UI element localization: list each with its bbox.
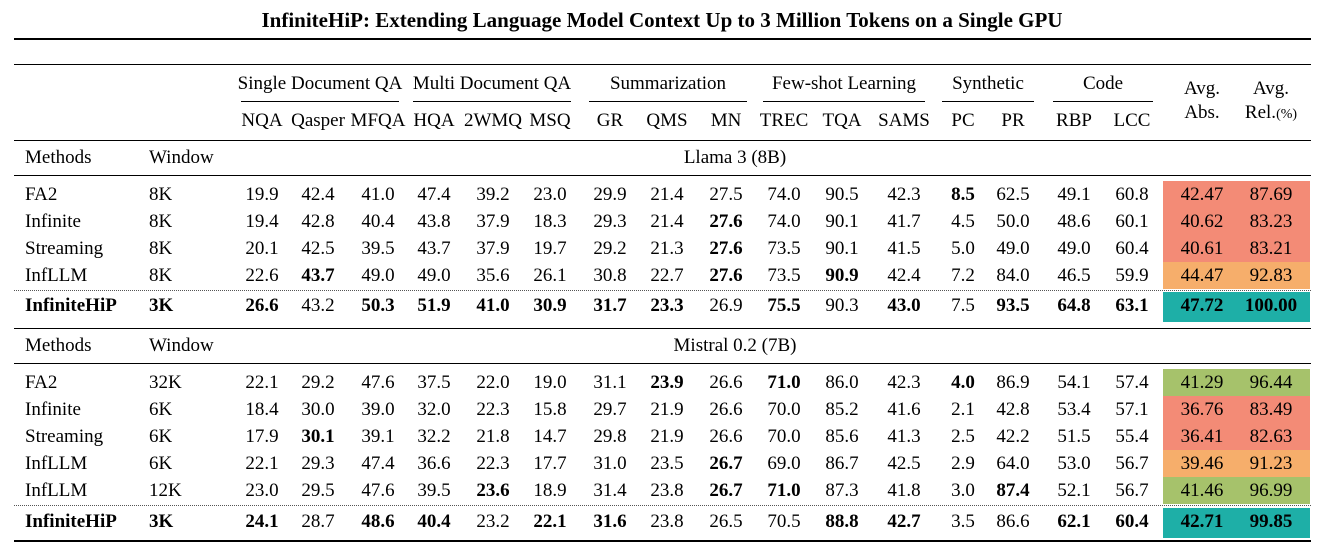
score-cell: 21.4 [650, 184, 684, 205]
score-cell: 27.5 [709, 184, 743, 205]
score-cell: 29.3 [301, 453, 335, 474]
window-size: 8K [149, 184, 173, 205]
score-cell: 35.6 [476, 265, 510, 286]
method-name: FA2 [25, 372, 58, 393]
score-cell: 23.9 [650, 372, 684, 393]
avg-abs-value: 36.76 [1180, 399, 1224, 420]
score-cell: 43.0 [887, 295, 921, 316]
score-cell: 22.6 [245, 265, 279, 286]
method-name: Infinite [25, 211, 81, 232]
score-cell: 4.5 [951, 211, 975, 232]
window-size: 6K [149, 399, 173, 420]
score-cell: 53.0 [1057, 453, 1091, 474]
avg-abs-value: 41.29 [1180, 372, 1224, 393]
score-cell: 41.7 [887, 211, 921, 232]
avg-rel-value: 100.00 [1244, 295, 1298, 316]
score-cell: 64.0 [996, 453, 1030, 474]
score-cell: 57.4 [1115, 372, 1149, 393]
score-cell: 49.0 [1057, 238, 1091, 259]
score-cell: 32.2 [417, 426, 451, 447]
group-underline [763, 101, 925, 102]
score-cell: 47.4 [417, 184, 451, 205]
method-name: Streaming [25, 238, 104, 259]
score-cell: 26.9 [709, 295, 743, 316]
score-cell: 37.9 [476, 238, 510, 259]
score-cell: 90.5 [825, 184, 859, 205]
score-cell: 23.5 [650, 453, 684, 474]
score-cell: 29.2 [301, 372, 335, 393]
avg-rel-value: 87.69 [1249, 184, 1293, 205]
column-header: PR [1001, 110, 1025, 131]
score-cell: 21.8 [476, 426, 510, 447]
score-cell: 22.1 [245, 453, 279, 474]
avg-abs-value: 40.61 [1180, 238, 1224, 259]
score-cell: 26.1 [533, 265, 567, 286]
score-cell: 30.9 [533, 295, 567, 316]
score-cell: 48.6 [361, 511, 395, 532]
score-cell: 31.6 [593, 511, 627, 532]
score-cell: 49.0 [361, 265, 395, 286]
score-cell: 31.0 [593, 453, 627, 474]
column-header: PC [951, 110, 975, 131]
column-header: NQA [241, 110, 283, 131]
score-cell: 22.1 [245, 372, 279, 393]
row-separator [14, 505, 1311, 506]
avg-rel-header [1211, 100, 1324, 128]
score-cell: 7.2 [951, 265, 975, 286]
score-cell: 18.9 [533, 480, 567, 501]
method-name: FA2 [25, 184, 58, 205]
score-cell: 41.6 [887, 399, 921, 420]
score-cell: 22.3 [476, 453, 510, 474]
group-underline [413, 101, 571, 102]
score-cell: 5.0 [951, 238, 975, 259]
score-cell: 2.1 [951, 399, 975, 420]
methods-header: Methods [25, 147, 92, 168]
score-cell: 42.3 [887, 184, 921, 205]
score-cell: 75.5 [767, 295, 801, 316]
column-header: MFQA [350, 110, 406, 131]
score-cell: 29.3 [593, 211, 627, 232]
score-cell: 85.6 [825, 426, 859, 447]
model-label: Llama 3 (8B) [683, 147, 787, 168]
score-cell: 55.4 [1115, 426, 1149, 447]
column-header: MSQ [529, 110, 571, 131]
group-underline [1053, 101, 1153, 102]
score-cell: 74.0 [767, 184, 801, 205]
window-header: Window [149, 335, 214, 356]
avg-rel-value: 92.83 [1249, 265, 1293, 286]
score-cell: 74.0 [767, 211, 801, 232]
score-cell: 42.8 [301, 211, 335, 232]
score-cell: 87.4 [996, 480, 1030, 501]
avg-rel-value: 99.85 [1249, 511, 1293, 532]
avg-abs-value: 42.47 [1180, 184, 1224, 205]
window-header: Window [149, 147, 214, 168]
score-cell: 29.8 [593, 426, 627, 447]
score-cell: 26.7 [709, 453, 743, 474]
score-cell: 43.7 [301, 265, 335, 286]
score-cell: 27.6 [709, 211, 743, 232]
score-cell: 24.1 [245, 511, 279, 532]
avg-rel-value: 83.23 [1249, 211, 1293, 232]
column-header: TQA [822, 110, 862, 131]
group-header: Code [1082, 73, 1124, 94]
group-header: Few-shot Learning [771, 73, 917, 94]
score-cell: 86.9 [996, 372, 1030, 393]
score-cell: 46.5 [1057, 265, 1091, 286]
score-cell: 60.4 [1115, 511, 1149, 532]
avg-abs-value: 44.47 [1180, 265, 1224, 286]
score-cell: 36.6 [417, 453, 451, 474]
score-cell: 19.0 [533, 372, 567, 393]
score-cell: 39.5 [361, 238, 395, 259]
score-cell: 47.6 [361, 480, 395, 501]
avg-rel-header: Avg. [1252, 78, 1290, 99]
score-cell: 18.3 [533, 211, 567, 232]
score-cell: 47.6 [361, 372, 395, 393]
window-size: 3K [149, 511, 174, 532]
score-cell: 32.0 [417, 399, 451, 420]
score-cell: 41.3 [887, 426, 921, 447]
section-rule [14, 175, 1311, 176]
score-cell: 29.5 [301, 480, 335, 501]
section-rule [14, 363, 1311, 364]
score-cell: 23.8 [650, 480, 684, 501]
score-cell: 23.0 [245, 480, 279, 501]
section-rule [14, 140, 1311, 141]
avg-abs-value: 47.72 [1180, 295, 1224, 316]
score-cell: 52.1 [1057, 480, 1091, 501]
method-name: InfiniteHiP [25, 511, 117, 532]
score-cell: 49.1 [1057, 184, 1091, 205]
score-cell: 86.7 [825, 453, 859, 474]
score-cell: 37.9 [476, 211, 510, 232]
score-cell: 37.5 [417, 372, 451, 393]
score-cell: 49.0 [996, 238, 1030, 259]
score-cell: 42.4 [887, 265, 921, 286]
bottom-rule [14, 540, 1311, 542]
score-cell: 26.7 [709, 480, 743, 501]
score-cell: 69.0 [767, 453, 801, 474]
score-cell: 22.7 [650, 265, 684, 286]
score-cell: 21.3 [650, 238, 684, 259]
score-cell: 30.1 [301, 426, 335, 447]
score-cell: 17.7 [533, 453, 567, 474]
score-cell: 26.6 [709, 426, 743, 447]
avg-abs-value: 42.71 [1180, 511, 1224, 532]
score-cell: 8.5 [951, 184, 975, 205]
column-header: HQA [413, 110, 455, 131]
column-header: Qasper [291, 110, 345, 131]
score-cell: 23.8 [650, 511, 684, 532]
score-cell: 84.0 [996, 265, 1030, 286]
score-cell: 19.4 [245, 211, 279, 232]
score-cell: 90.9 [825, 265, 859, 286]
score-cell: 40.4 [361, 211, 395, 232]
column-header: TREC [759, 110, 809, 131]
avg-abs-value: 36.41 [1180, 426, 1224, 447]
avg-abs-value: 40.62 [1180, 211, 1224, 232]
score-cell: 60.8 [1115, 184, 1149, 205]
score-cell: 43.7 [417, 238, 451, 259]
score-cell: 2.5 [951, 426, 975, 447]
row-separator [14, 290, 1311, 291]
score-cell: 71.0 [767, 372, 801, 393]
column-header: RBP [1056, 110, 1092, 131]
method-name: InfLLM [25, 453, 88, 474]
score-cell: 51.9 [417, 295, 451, 316]
score-cell: 73.5 [767, 265, 801, 286]
score-cell: 27.6 [709, 265, 743, 286]
score-cell: 59.9 [1115, 265, 1149, 286]
group-header: Summarization [609, 73, 727, 94]
score-cell: 62.1 [1057, 511, 1091, 532]
score-cell: 39.1 [361, 426, 395, 447]
score-cell: 19.9 [245, 184, 279, 205]
model-label: Mistral 0.2 (7B) [673, 335, 797, 356]
avg-rel-value: 83.21 [1249, 238, 1293, 259]
score-cell: 60.4 [1115, 238, 1149, 259]
score-cell: 62.5 [996, 184, 1030, 205]
table-title: InfiniteHiP: Extending Language Model Context Up to 3 Million Tokens on a Single GPU [261, 8, 1063, 32]
method-name: InfLLM [25, 265, 88, 286]
avg-abs-header: Abs. [1184, 102, 1220, 123]
score-cell: 21.9 [650, 426, 684, 447]
window-size: 8K [149, 238, 173, 259]
avg-rel-value: 91.23 [1249, 453, 1293, 474]
score-cell: 57.1 [1115, 399, 1149, 420]
group-underline [589, 101, 747, 102]
score-cell: 41.8 [887, 480, 921, 501]
group-header: Single Document QA [237, 73, 403, 94]
score-cell: 50.0 [996, 211, 1030, 232]
score-cell: 29.7 [593, 399, 627, 420]
score-cell: 40.4 [417, 511, 451, 532]
score-cell: 70.0 [767, 399, 801, 420]
score-cell: 42.5 [301, 238, 335, 259]
score-cell: 18.4 [245, 399, 279, 420]
score-cell: 70.0 [767, 426, 801, 447]
score-cell: 22.3 [476, 399, 510, 420]
method-name: InfiniteHiP [25, 295, 117, 316]
score-cell: 7.5 [951, 295, 975, 316]
window-size: 8K [149, 265, 173, 286]
score-cell: 15.8 [533, 399, 567, 420]
score-cell: 23.3 [650, 295, 684, 316]
score-cell: 26.6 [709, 399, 743, 420]
score-cell: 31.4 [593, 480, 627, 501]
score-cell: 51.5 [1057, 426, 1091, 447]
score-cell: 41.0 [361, 184, 395, 205]
score-cell: 22.1 [533, 511, 567, 532]
score-cell: 73.5 [767, 238, 801, 259]
score-cell: 29.2 [593, 238, 627, 259]
column-header: SAMS [878, 110, 930, 131]
score-cell: 56.7 [1115, 453, 1149, 474]
score-cell: 42.8 [996, 399, 1030, 420]
avg-abs-header: Avg. [1183, 78, 1221, 99]
score-cell: 53.4 [1057, 399, 1091, 420]
score-cell: 39.0 [361, 399, 395, 420]
window-size: 8K [149, 211, 173, 232]
score-cell: 64.8 [1057, 295, 1091, 316]
section-rule [14, 328, 1311, 329]
score-cell: 42.4 [301, 184, 335, 205]
score-cell: 60.1 [1115, 211, 1149, 232]
score-cell: 26.6 [245, 295, 279, 316]
score-cell: 4.0 [951, 372, 975, 393]
avg-abs-value: 39.46 [1180, 453, 1224, 474]
score-cell: 27.6 [709, 238, 743, 259]
score-cell: 41.0 [476, 295, 510, 316]
window-size: 3K [149, 295, 174, 316]
score-cell: 63.1 [1115, 295, 1149, 316]
score-cell: 30.8 [593, 265, 627, 286]
method-name: Infinite [25, 399, 81, 420]
window-size: 12K [149, 480, 182, 501]
window-size: 32K [149, 372, 182, 393]
score-cell: 2.9 [951, 453, 975, 474]
score-cell: 42.5 [887, 453, 921, 474]
column-header: MN [710, 110, 742, 131]
score-cell: 42.7 [887, 511, 921, 532]
score-cell: 71.0 [767, 480, 801, 501]
avg-rel-unit: (%) [1276, 107, 1298, 122]
score-cell: 23.6 [476, 480, 510, 501]
score-cell: 26.6 [709, 372, 743, 393]
score-cell: 48.6 [1057, 211, 1091, 232]
score-cell: 90.1 [825, 211, 859, 232]
score-cell: 22.0 [476, 372, 510, 393]
method-name: Streaming [25, 426, 104, 447]
score-cell: 70.5 [767, 511, 801, 532]
avg-abs-value: 41.46 [1180, 480, 1224, 501]
score-cell: 26.5 [709, 511, 743, 532]
window-size: 6K [149, 453, 173, 474]
column-header: 2WMQ [463, 110, 523, 131]
score-cell: 49.0 [417, 265, 451, 286]
score-cell: 43.2 [301, 295, 335, 316]
column-header: GR [596, 110, 624, 131]
score-cell: 21.9 [650, 399, 684, 420]
score-cell: 28.7 [301, 511, 335, 532]
score-cell: 20.1 [245, 238, 279, 259]
score-cell: 14.7 [533, 426, 567, 447]
score-cell: 86.0 [825, 372, 859, 393]
score-cell: 50.3 [361, 295, 395, 316]
column-header: LCC [1113, 110, 1151, 131]
group-underline [942, 101, 1034, 102]
avg-rel-value: 82.63 [1249, 426, 1293, 447]
score-cell: 42.2 [996, 426, 1030, 447]
score-cell: 88.8 [825, 511, 859, 532]
avg-rel-value: 96.44 [1249, 372, 1293, 393]
score-cell: 85.2 [825, 399, 859, 420]
score-cell: 87.3 [825, 480, 859, 501]
score-cell: 42.3 [887, 372, 921, 393]
score-cell: 23.0 [533, 184, 567, 205]
avg-rel-value: 83.49 [1249, 399, 1293, 420]
score-cell: 56.7 [1115, 480, 1149, 501]
window-size: 6K [149, 426, 173, 447]
score-cell: 39.5 [417, 480, 451, 501]
score-cell: 31.7 [593, 295, 627, 316]
score-cell: 47.4 [361, 453, 395, 474]
score-cell: 43.8 [417, 211, 451, 232]
score-cell: 90.3 [825, 295, 859, 316]
score-cell: 39.2 [476, 184, 510, 205]
score-cell: 90.1 [825, 238, 859, 259]
header-top-rule [14, 64, 1311, 65]
column-header: QMS [646, 110, 688, 131]
score-cell: 29.9 [593, 184, 627, 205]
group-underline [241, 101, 399, 102]
score-cell: 17.9 [245, 426, 279, 447]
score-cell: 31.1 [593, 372, 627, 393]
methods-header: Methods [25, 335, 92, 356]
score-cell: 19.7 [533, 238, 567, 259]
avg-rel-value: 96.99 [1249, 480, 1293, 501]
score-cell: 30.0 [301, 399, 335, 420]
method-name: InfLLM [25, 480, 88, 501]
score-cell: 86.6 [996, 511, 1030, 532]
score-cell: 21.4 [650, 211, 684, 232]
score-cell: 54.1 [1057, 372, 1091, 393]
score-cell: 41.5 [887, 238, 921, 259]
avg-rel-label: Rel. [1244, 102, 1277, 123]
top-rule [14, 38, 1311, 40]
score-cell: 3.0 [951, 480, 975, 501]
group-header: Synthetic [952, 73, 1024, 94]
score-cell: 93.5 [996, 295, 1030, 316]
group-header: Multi Document QA [412, 73, 572, 94]
score-cell: 23.2 [476, 511, 510, 532]
score-cell: 3.5 [951, 511, 975, 532]
